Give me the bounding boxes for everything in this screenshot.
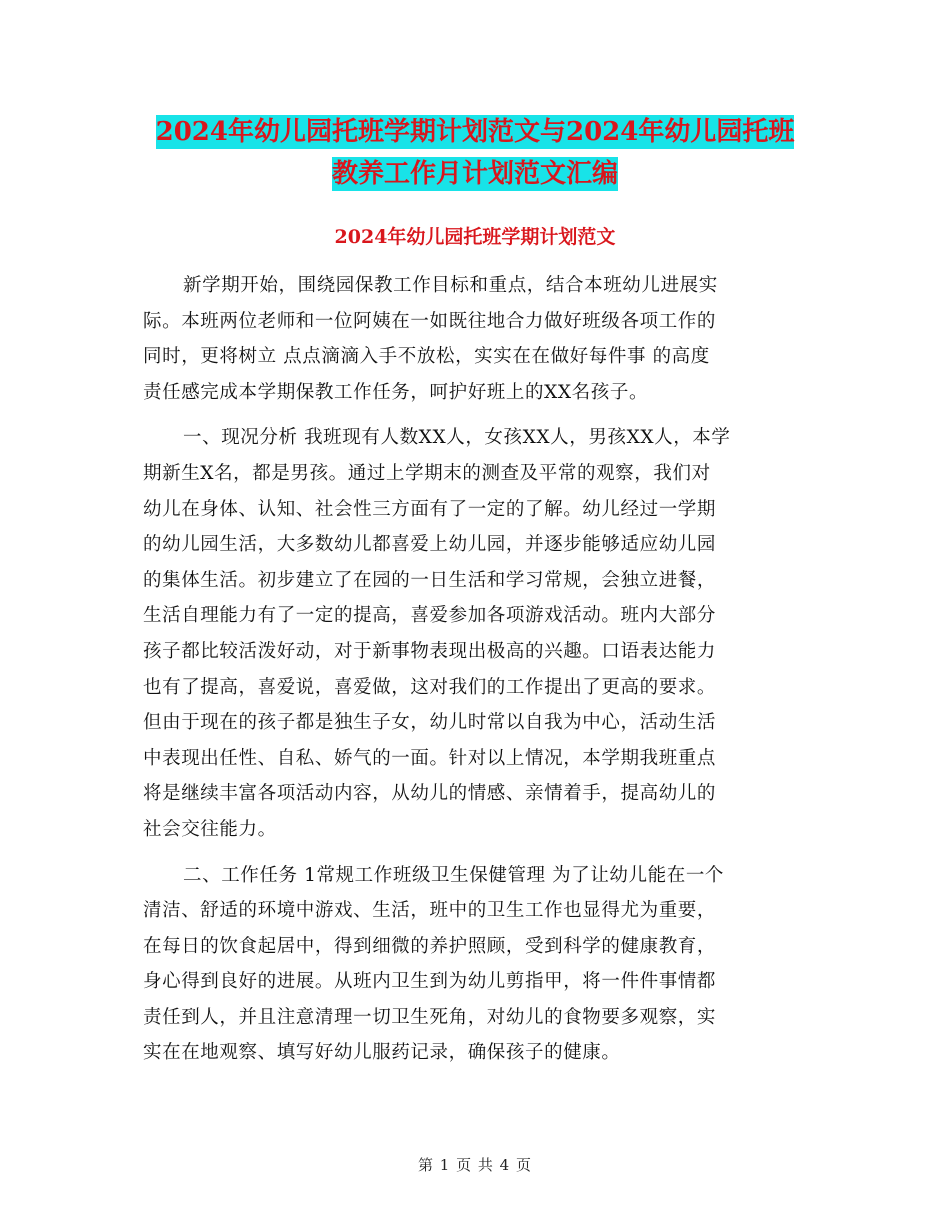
text-line: 幼儿在身体、认知、社会性三方面有了一定的了解。幼儿经过一学期 (143, 498, 717, 520)
text-line: 新学期开始，围绕园保教工作目标和重点，结合本班幼儿进展实 (183, 275, 718, 296)
text-line: 社会交往能力。 (143, 818, 277, 840)
text-line: 期新生X名，都是男孩。通过上学期末的测查及平常的观察，我们对 (143, 462, 711, 484)
title-highlight-2: 教养工作月计划范文汇编 (331, 159, 618, 189)
text-line: 一、现况分析 我班现有人数XX人，女孩XX人，男孩XX人，本学 (183, 427, 731, 449)
text-line: 但由于现在的孩子都是独生子女，幼儿时常以自我为中心，活动生活 (143, 712, 717, 734)
section-heading: 2024年幼儿园托班学期计划范文 (334, 226, 616, 248)
title-highlight-1: 2024年幼儿园托班学期计划范文与2024年幼儿园托班 (155, 117, 795, 147)
text-line: 二、工作任务 1常规工作班级卫生保健管理 为了让幼儿能在一个 (183, 864, 725, 886)
text-line: 责任感完成本学期保教工作任务，呵护好班上的XX名孩子。 (143, 381, 649, 403)
paragraph-work-tasks (143, 858, 811, 1072)
document-body (143, 268, 811, 1071)
text-line: 将是继续丰富各项活动内容，从幼儿的情感、亲情着手，提高幼儿的 (143, 783, 717, 805)
document-title-line-2 (0, 152, 950, 196)
text-line: 同时，更将树立 点点滴滴入手不放松，实实在在做好每件事 的高度 (143, 346, 710, 368)
document-title-line-1 (0, 110, 950, 154)
text-line: 孩子都比较活泼好动，对于新事物表现出极高的兴趣。口语表达能力 (143, 640, 717, 662)
text-line: 生活自理能力有了一定的提高，喜爱参加各项游戏活动。班内大部分 (143, 605, 717, 627)
text-line: 实在在地观察、填写好幼儿服药记录，确保孩子的健康。 (143, 1042, 621, 1064)
paragraph-intro (143, 268, 811, 410)
text-line: 身心得到良好的进展。从班内卫生到为幼儿剪指甲，将一件件事情都 (143, 971, 717, 993)
text-line: 的幼儿园生活，大多数幼儿都喜爱上幼儿园，并逐步能够适应幼儿园 (143, 534, 717, 556)
text-line: 际。本班两位老师和一位阿姨在一如既往地合力做好班级各项工作的 (143, 310, 717, 332)
text-line: 责任到人，并且注意清理一切卫生死角，对幼儿的食物要多观察，实 (143, 1006, 717, 1028)
page-footer: 第 1 页 共 4 页 (418, 1156, 532, 1174)
text-line: 的集体生活。初步建立了在园的一日生活和学习常规，会独立进餐， (143, 569, 717, 591)
text-line: 在每日的饮食起居中，得到细微的养护照顾，受到科学的健康教育， (143, 935, 717, 957)
paragraph-situation-analysis (143, 420, 811, 847)
text-line: 也有了提高，喜爱说，喜爱做，这对我们的工作提出了更高的要求。 (143, 676, 717, 698)
text-line: 清洁、舒适的环境中游戏、生活，班中的卫生工作也显得尤为重要， (143, 900, 717, 922)
text-line: 中表现出任性、自私、娇气的一面。针对以上情况，本学期我班重点 (143, 747, 717, 769)
